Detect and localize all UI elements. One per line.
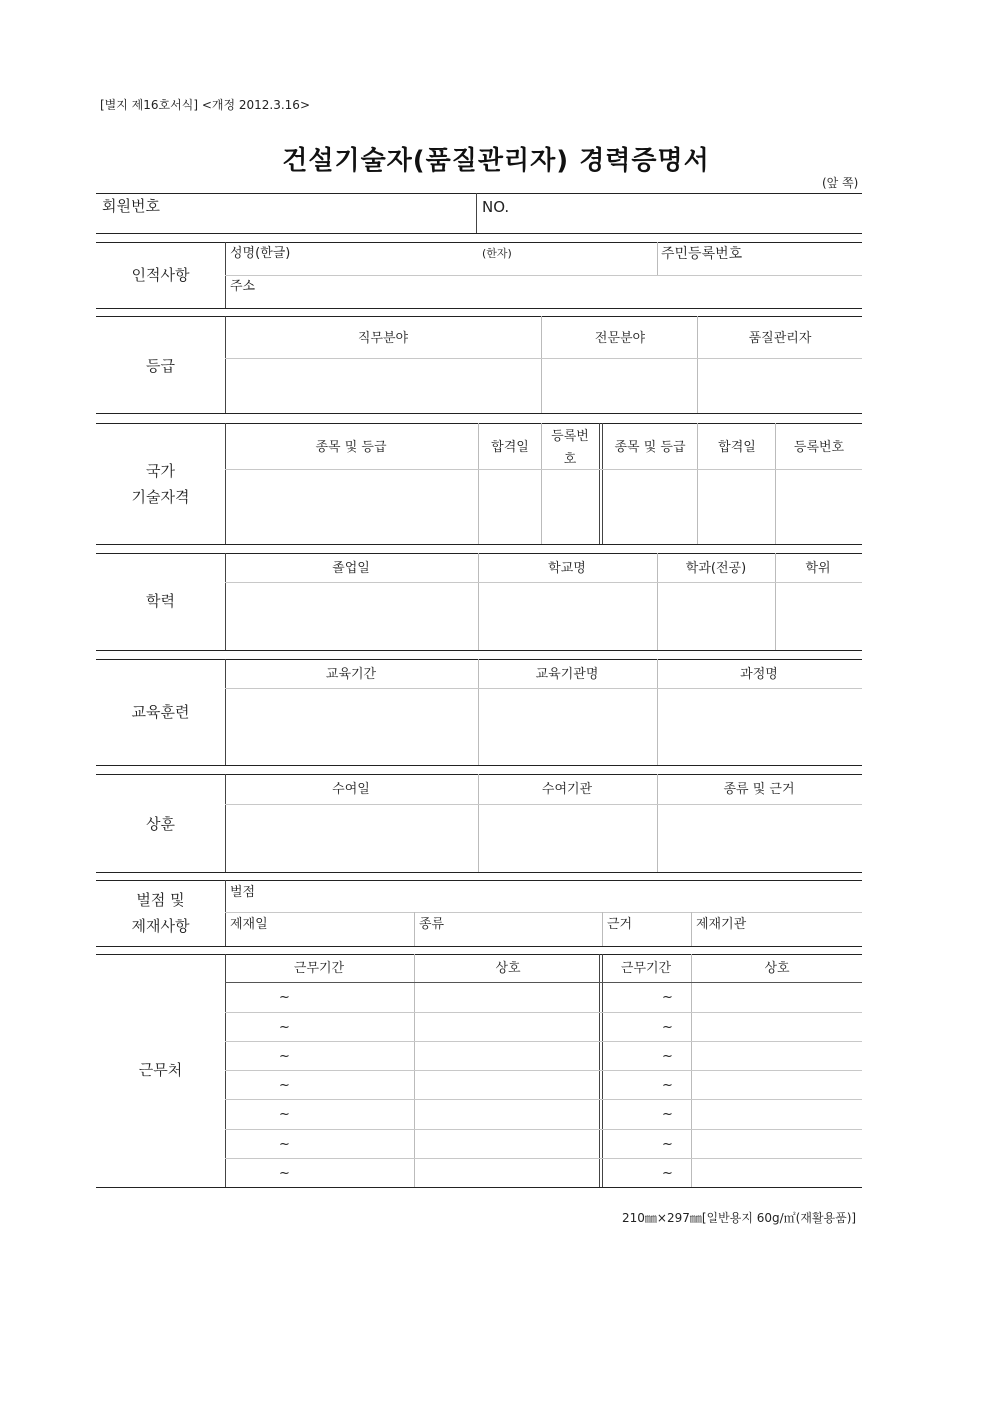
- tilde-right: ~: [662, 1049, 673, 1064]
- sanction-basis-label: 근거: [607, 917, 633, 932]
- divider: [775, 553, 776, 650]
- divider: [478, 659, 479, 765]
- divider: [478, 553, 479, 650]
- divider: [775, 423, 776, 544]
- divider: [225, 659, 226, 765]
- divider: [225, 275, 862, 276]
- divider: [657, 242, 658, 275]
- education-label: 학력: [146, 592, 175, 610]
- grade-label: 등급: [146, 357, 175, 375]
- divider: [225, 912, 862, 913]
- divider: [96, 765, 862, 766]
- divider: [96, 553, 862, 554]
- divider: [225, 688, 862, 689]
- license-type-header-1: 종목 및 등급: [315, 440, 387, 455]
- divider: [225, 358, 862, 359]
- pass-date-header-2: 합격일: [718, 440, 756, 455]
- divider: [96, 872, 862, 873]
- divider: [225, 1099, 862, 1100]
- divider: [225, 804, 862, 805]
- award-agency-header: 수여기관: [541, 782, 593, 797]
- license-type-header-2: 종목 및 등급: [614, 440, 686, 455]
- divider: [225, 423, 226, 544]
- divider: [96, 880, 862, 881]
- resident-number-label: 주민등록번호: [661, 246, 743, 262]
- divider: [225, 1129, 862, 1130]
- divider: [96, 946, 862, 947]
- divider: [414, 912, 415, 946]
- divider: [225, 1070, 862, 1071]
- divider: [225, 582, 862, 583]
- divider: [225, 1012, 862, 1013]
- document-title: 건설기술자(품질관리자) 경력증명서: [282, 146, 710, 176]
- divider: [96, 650, 862, 651]
- tilde-right: ~: [662, 1078, 673, 1093]
- divider: [602, 912, 603, 946]
- name-korean-label: 성명(한글): [230, 246, 291, 261]
- divider: [96, 659, 862, 660]
- divider: [96, 423, 862, 424]
- company-header-2: 상호: [764, 961, 790, 976]
- divider: [657, 659, 658, 765]
- tilde-right: ~: [662, 1166, 673, 1181]
- school-name-header: 학교명: [548, 561, 586, 576]
- divider: [657, 553, 658, 650]
- divider: [697, 423, 698, 544]
- divider: [225, 982, 862, 983]
- tilde-left: ~: [279, 1020, 290, 1035]
- divider: [599, 423, 600, 544]
- divider: [478, 774, 479, 872]
- address-label: 주소: [230, 279, 256, 294]
- pass-date-header-1: 합격일: [491, 440, 529, 455]
- tilde-right: ~: [662, 1137, 673, 1152]
- divider: [541, 316, 542, 413]
- divider: [96, 544, 862, 545]
- registration-number-header-2: 등록번호: [793, 440, 845, 455]
- divider: [541, 423, 542, 544]
- divider: [657, 774, 658, 872]
- divider: [225, 1041, 862, 1042]
- divider: [478, 423, 479, 544]
- divider: [225, 553, 226, 650]
- training-period-header: 교육기간: [325, 667, 377, 682]
- work-period-header-1: 근무기간: [293, 961, 345, 976]
- license-label-line2: 기술자격: [131, 488, 190, 506]
- paper-spec: 210㎜×297㎜[일반용지 60g/㎡(재활용품)]: [622, 1211, 857, 1225]
- sanction-date-label: 제재일: [230, 917, 268, 932]
- tilde-right: ~: [662, 1107, 673, 1122]
- license-label-line1: 국가: [146, 462, 175, 480]
- tilde-left: ~: [279, 1107, 290, 1122]
- divider: [602, 423, 603, 544]
- penalty-points-label: 벌점: [230, 885, 256, 900]
- divider: [225, 469, 862, 470]
- tilde-left: ~: [279, 1049, 290, 1064]
- tilde-left: ~: [279, 1078, 290, 1093]
- divider: [225, 880, 226, 946]
- course-name-header: 과정명: [740, 667, 778, 682]
- divider: [96, 193, 862, 194]
- serial-number-label: NO.: [482, 198, 510, 216]
- divider: [225, 774, 226, 872]
- tilde-left: ~: [279, 990, 290, 1005]
- penalty-label-line2: 제재사항: [131, 917, 190, 935]
- form-number: [별지 제16호서식] <개정 2012.3.16>: [100, 98, 310, 112]
- divider: [96, 242, 862, 243]
- divider: [96, 954, 862, 955]
- divider: [96, 308, 862, 309]
- work-period-header-2: 근무기간: [620, 961, 672, 976]
- tilde-left: ~: [279, 1166, 290, 1181]
- job-field-header: 직무분야: [357, 331, 409, 346]
- specialty-field-header: 전문분야: [594, 331, 646, 346]
- awards-label: 상훈: [146, 815, 175, 833]
- tilde-left: ~: [279, 1137, 290, 1152]
- divider: [96, 774, 862, 775]
- front-page-label: (앞 쪽): [822, 176, 859, 190]
- company-header-1: 상호: [495, 961, 521, 976]
- divider: [697, 316, 698, 413]
- divider: [225, 316, 226, 413]
- divider: [96, 233, 862, 234]
- divider: [476, 193, 477, 233]
- tilde-right: ~: [662, 1020, 673, 1035]
- training-institution-header: 교육기관명: [535, 667, 599, 682]
- registration-number-header-1b: 호: [563, 452, 577, 467]
- training-label: 교육훈련: [131, 703, 190, 721]
- divider: [225, 1158, 862, 1159]
- divider: [96, 316, 862, 317]
- graduation-date-header: 졸업일: [332, 561, 370, 576]
- award-date-header: 수여일: [332, 782, 370, 797]
- registration-number-header-1a: 등록번: [551, 429, 589, 444]
- member-number-label: 회원번호: [102, 197, 160, 215]
- sanction-type-label: 종류: [419, 917, 445, 932]
- quality-manager-header: 품질관리자: [748, 331, 812, 346]
- major-header: 학과(전공): [685, 561, 747, 576]
- sanction-agency-label: 제재기관: [696, 917, 747, 932]
- workplace-label: 근무처: [138, 1061, 183, 1079]
- name-hanja-label: (한자): [482, 247, 512, 260]
- award-type-header: 종류 및 근거: [723, 782, 795, 797]
- divider: [96, 1187, 862, 1188]
- degree-header: 학위: [805, 561, 831, 576]
- penalty-label-line1: 벌점 및: [136, 891, 185, 909]
- tilde-right: ~: [662, 990, 673, 1005]
- divider: [96, 413, 862, 414]
- personal-info-label: 인적사항: [131, 266, 190, 284]
- divider: [691, 912, 692, 946]
